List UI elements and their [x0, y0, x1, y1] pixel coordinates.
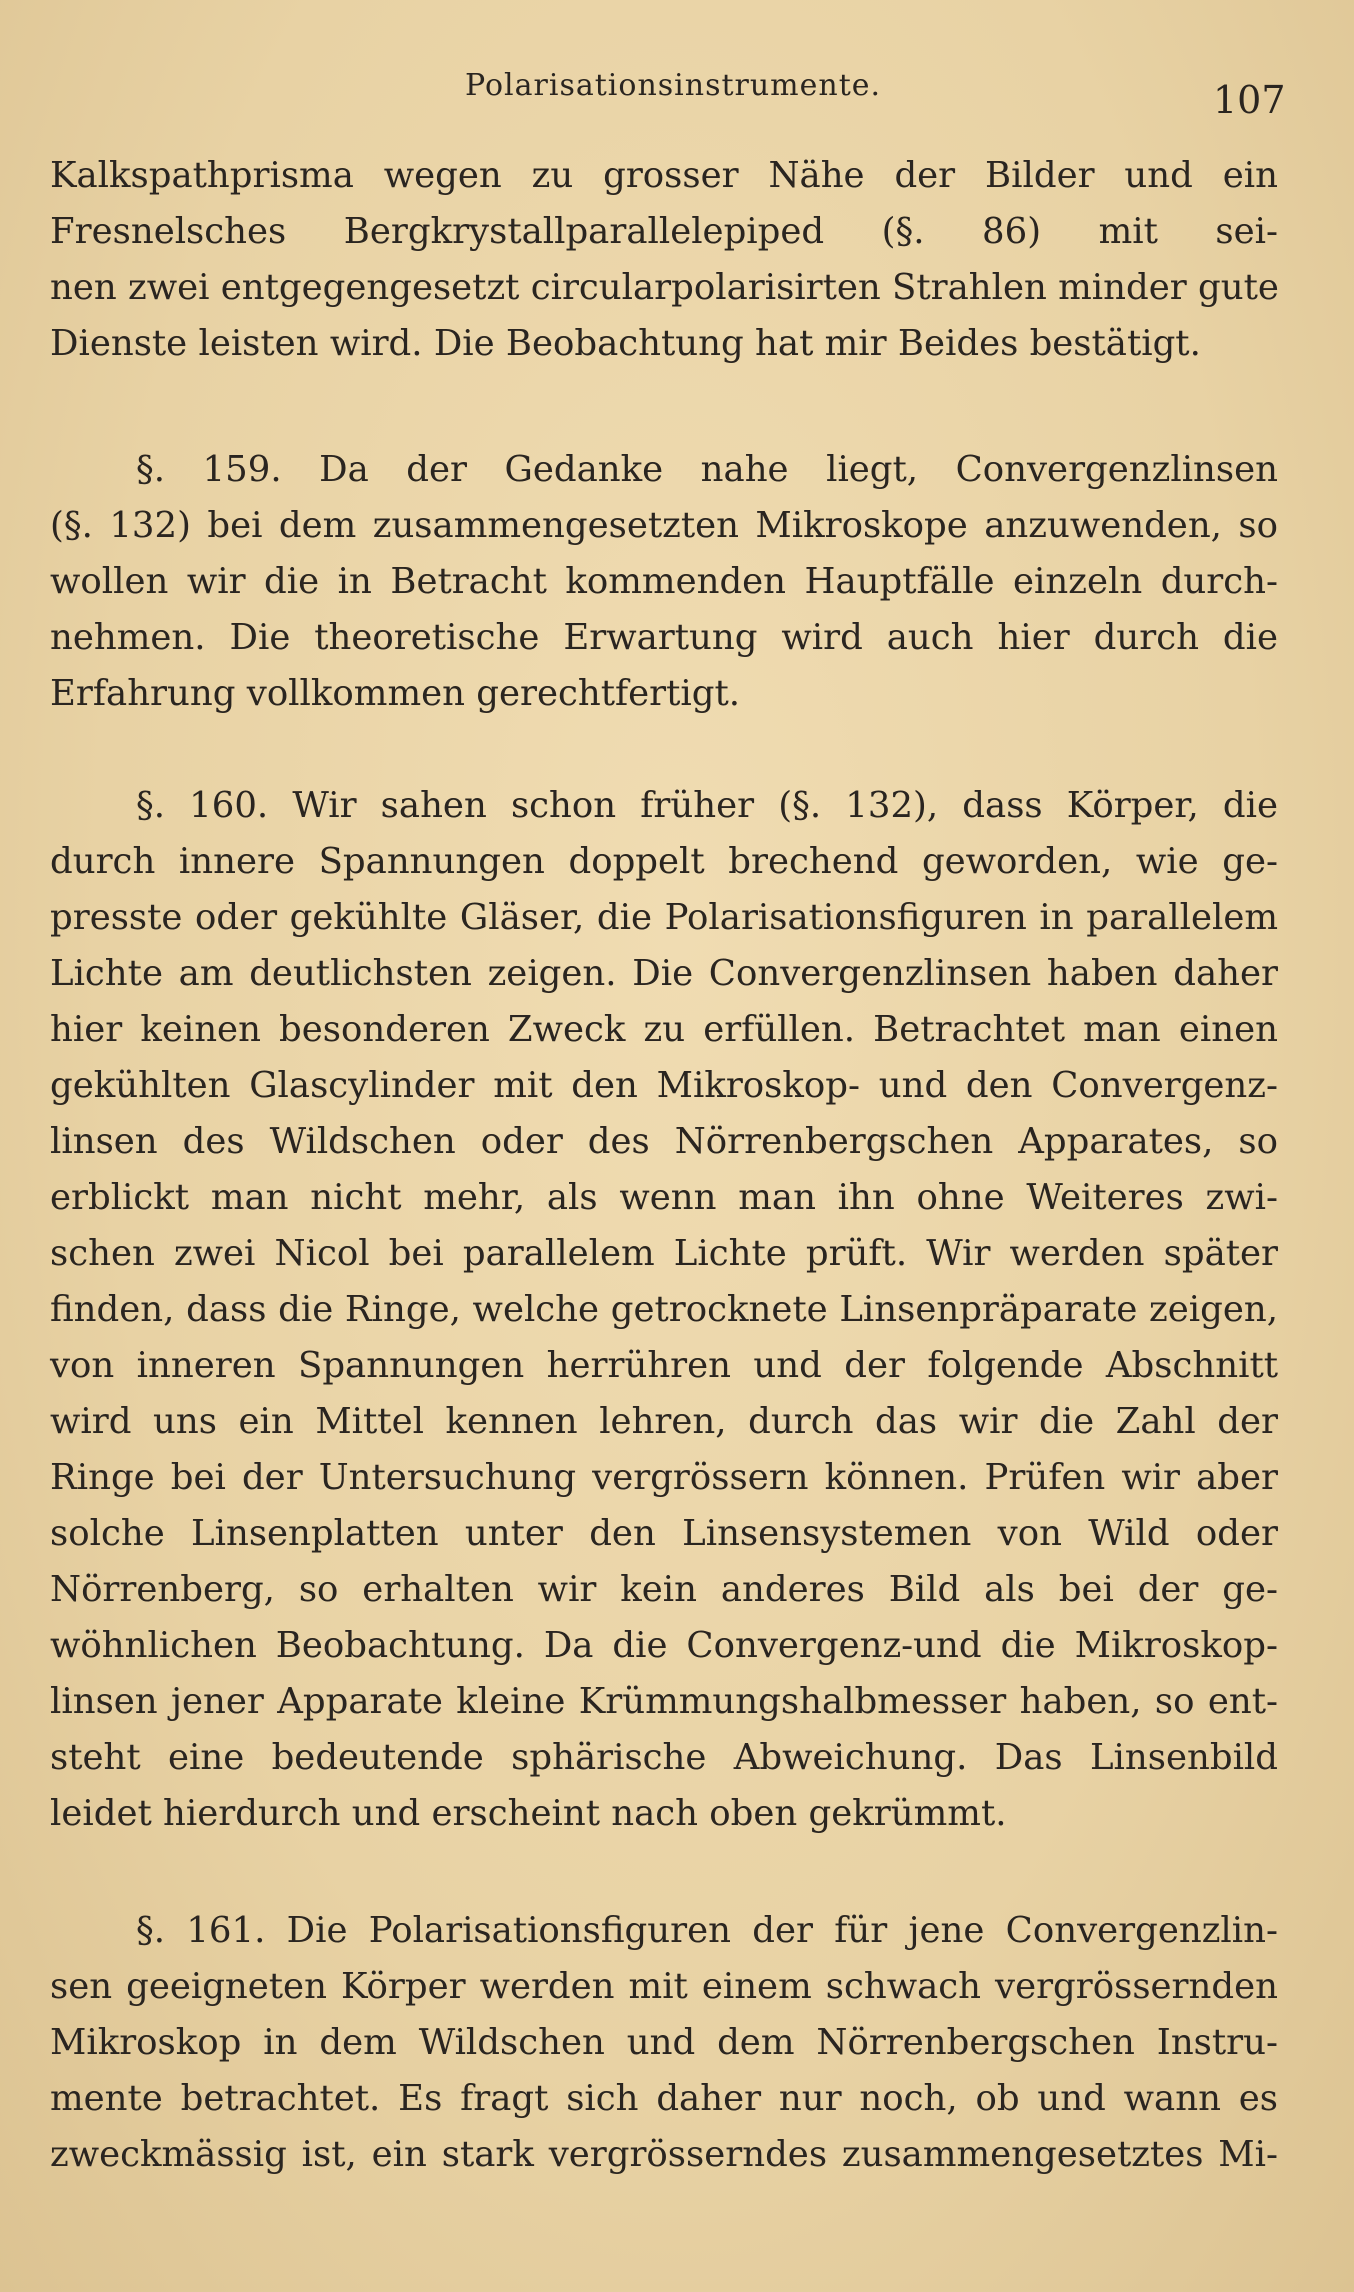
text-line: mente betrachtet. Es fragt sich daher nur noch, ob und wann es — [50, 2078, 1278, 2119]
text-line: linsen jener Apparate kleine Krümmungshalbmesser haben, so ent- — [50, 1681, 1278, 1722]
text-line: Erfahrung vollkommen gerechtfertigt. — [50, 673, 740, 714]
paragraph-continuation — [50, 148, 1278, 372]
text-line: Mikroskop in dem Wildschen und dem Nörrenbergschen Instru- — [50, 2022, 1278, 2063]
text-line: §. 160. Wir sahen schon früher (§. 132), dass Körper, die — [136, 785, 1278, 826]
text-line: zweckmässig ist, ein stark vergrösserndes zusammengesetztes Mi- — [50, 2134, 1278, 2175]
text-line: gekühlten Glascylinder mit den Mikroskop- und den Convergenz- — [50, 1065, 1278, 1106]
text-line: erblickt man nicht mehr, als wenn man ihn ohne Weiteres zwi- — [50, 1177, 1278, 1218]
text-line: Fresnelsches Bergkrystallparallelepiped (§. 86) mit sei- — [50, 211, 1278, 252]
text-line: von inneren Spannungen herrühren und der folgende Abschnitt — [50, 1345, 1278, 1386]
text-line: Lichte am deutlichsten zeigen. Die Convergenzlinsen haben daher — [50, 953, 1278, 994]
text-line: Dienste leisten wird. Die Beobachtung hat mir Beides bestätigt. — [50, 323, 1201, 364]
paragraph-161 — [50, 1903, 1278, 2183]
text-line: sen geeigneten Körper werden mit einem schwach vergrössernden — [50, 1966, 1278, 2007]
page-number: 107 — [1213, 78, 1286, 122]
text-line: schen zwei Nicol bei parallelem Lichte prüft. Wir werden später — [50, 1233, 1278, 1274]
text-line: wollen wir die in Betracht kommenden Hauptfälle einzeln durch- — [50, 561, 1278, 602]
text-line: durch innere Spannungen doppelt brechend geworden, wie ge- — [50, 841, 1278, 882]
text-line: linsen des Wildschen oder des Nörrenbergschen Apparates, so — [50, 1121, 1278, 1162]
text-line: wird uns ein Mittel kennen lehren, durch das wir die Zahl der — [50, 1401, 1278, 1442]
text-line: finden, dass die Ringe, welche getrocknete Linsenpräparate zeigen, — [50, 1289, 1278, 1330]
text-line: presste oder gekühlte Gläser, die Polarisationsfiguren in parallelem — [50, 897, 1278, 938]
text-line: (§. 132) bei dem zusammengesetzten Mikroskope anzuwenden, so — [50, 505, 1278, 546]
text-line: wöhnlichen Beobachtung. Da die Convergenz-und die Mikroskop- — [50, 1625, 1278, 1666]
text-line: §. 161. Die Polarisationsfiguren der für jene Convergenzlin- — [136, 1910, 1278, 1951]
text-line: Nörrenberg, so erhalten wir kein anderes Bild als bei der ge- — [50, 1569, 1278, 1610]
running-title: Polarisationsinstrumente. — [465, 68, 882, 103]
text-line: solche Linsenplatten unter den Linsensystemen von Wild oder — [50, 1513, 1278, 1554]
text-line: leidet hierdurch und erscheint nach oben gekrümmt. — [50, 1793, 1007, 1834]
paragraph-160 — [50, 778, 1278, 1842]
paragraph-159 — [50, 442, 1278, 722]
text-line: steht eine bedeutende sphärische Abweichung. Das Linsenbild — [50, 1737, 1278, 1778]
text-line: §. 159. Da der Gedanke nahe liegt, Convergenzlinsen — [136, 449, 1278, 490]
text-line: nehmen. Die theoretische Erwartung wird auch hier durch die — [50, 617, 1278, 658]
text-line: nen zwei entgegengesetzt circularpolarisirten Strahlen minder gute — [50, 267, 1279, 308]
text-line: Ringe bei der Untersuchung vergrössern können. Prüfen wir aber — [50, 1457, 1278, 1498]
text-line: hier keinen besonderen Zweck zu erfüllen. Betrachtet man einen — [50, 1009, 1278, 1050]
text-line: Kalkspathprisma wegen zu grosser Nähe der Bilder und ein — [50, 155, 1278, 196]
